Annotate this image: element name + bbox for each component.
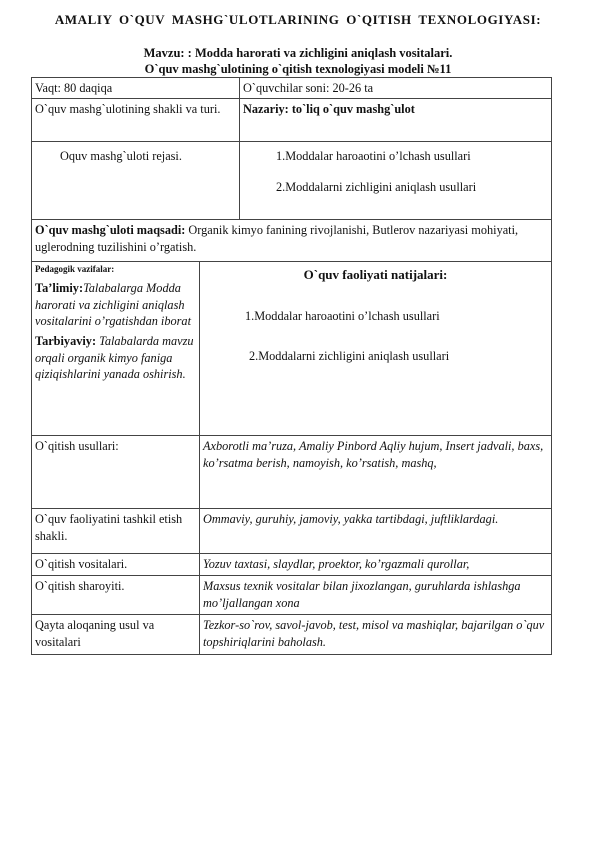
- table-row-tasks: [32, 262, 552, 436]
- topic-label: Mavzu: :: [143, 46, 192, 60]
- plan-items-cell: [240, 142, 552, 220]
- table-row-methods: [32, 436, 552, 509]
- students-cell: O`quvchilar soni: 20-26 ta: [240, 78, 552, 99]
- table-row-goal: [32, 220, 552, 262]
- plan-label-cell: Oquv mashg`uloti rejasi.: [32, 142, 240, 220]
- model-line: O`quv mashg`ulotining o`qitish texnologiyasi modeli №11: [144, 62, 452, 76]
- table-row-conditions: [32, 576, 552, 615]
- tarbiyaviy-paragraph: [35, 333, 196, 382]
- table-row-form: [32, 99, 552, 142]
- goal-cell: [32, 220, 552, 262]
- form-label-cell: O`quv mashg`ulotining shakli va turi.: [32, 99, 240, 142]
- tools-label-cell: O`qitish vositalari.: [32, 554, 200, 576]
- table-row-time: [32, 78, 552, 99]
- goal-text: Organik kimyo fanining rivojlanishi, Butlerov nazariyasi mohiyati, uglerodning tuzilishini o’rgatish.: [35, 223, 519, 254]
- tarbiyaviy-text: Talabalarda mavzu orqali organik kimyo faniga qiziqishlarini yanada oshirish.: [35, 334, 194, 382]
- table-row-tools: [32, 554, 552, 576]
- results-header: O`quv faoliyati natijalari:: [303, 267, 448, 283]
- organization-label-cell: O`quv faoliyatini tashkil etish shakli.: [32, 509, 200, 554]
- plan-item: 2.Moddalarni zichligini aniqlash usullari: [276, 179, 477, 194]
- talimiy-label: Ta’limiy:: [35, 281, 84, 296]
- talimiy-paragraph: [35, 280, 196, 329]
- organization-value-cell: Ommaviy, guruhiy, jamoviy, yakka tartibdagi, juftliklardagi.: [200, 509, 552, 554]
- methods-value-cell: Axborotli ma’ruza, Amaliy Pinbord Aqliy hujum, Insert jadvali, baxs, ko’rsatma berish, namoyish, ko’rsatish, mashq,: [200, 436, 552, 509]
- results-cell: [200, 262, 552, 436]
- table-row-feedback: [32, 615, 552, 655]
- topic-line: [0, 46, 596, 61]
- document-title: AMALIY O`QUV MASHG`ULOTLARINING O`QITISH TEXNOLOGIYASI:: [54, 12, 542, 27]
- feedback-label-cell: Qayta aloqaning usul va vositalari: [32, 615, 200, 655]
- conditions-label-cell: O`qitish sharoyiti.: [32, 576, 200, 615]
- methods-label-cell: O`qitish usullari:: [32, 436, 200, 509]
- form-value-cell: Nazariy: to`liq o`quv mashg`ulot: [240, 99, 552, 142]
- table-row-organization: [32, 509, 552, 554]
- time-cell: Vaqt: 80 daqiqa: [32, 78, 240, 99]
- lesson-plan-table: [31, 77, 552, 655]
- goal-label: O`quv mashg`uloti maqsadi:: [35, 223, 186, 238]
- results-item: 2.Moddalarni zichligini aniqlash usullari: [249, 348, 450, 363]
- tools-value-cell: Yozuv taxtasi, slaydlar, proektor, ko’rgazmali qurollar,: [200, 554, 552, 576]
- pedagogical-tasks-cell: [32, 262, 200, 436]
- feedback-value-cell: Tezkor-so`rov, savol-javob, test, misol va mashiqlar, bajarilgan o`quv topshiriqlarini baholash.: [200, 615, 552, 655]
- talimiy-text: Talabalarga Modda harorati va zichligini aniqlash vositalarini o’rgatishdan iborat: [35, 281, 191, 328]
- topic-text: Modda harorati va zichligini aniqlash vositalari.: [194, 46, 453, 60]
- pedagogical-tasks-header: Pedagogik vazifalar:: [35, 264, 115, 275]
- results-item: 1.Moddalar haroaotini o’lchash usullari: [245, 308, 440, 323]
- table-row-plan: [32, 142, 552, 220]
- plan-item: 1.Moddalar haroaotini o’lchash usullari: [276, 149, 471, 164]
- conditions-value-cell: Maxsus texnik vositalar bilan jixozlangan, guruhlarda ishlashga mo’ljallangan xona: [200, 576, 552, 615]
- tarbiyaviy-label: Tarbiyaviy:: [35, 334, 97, 349]
